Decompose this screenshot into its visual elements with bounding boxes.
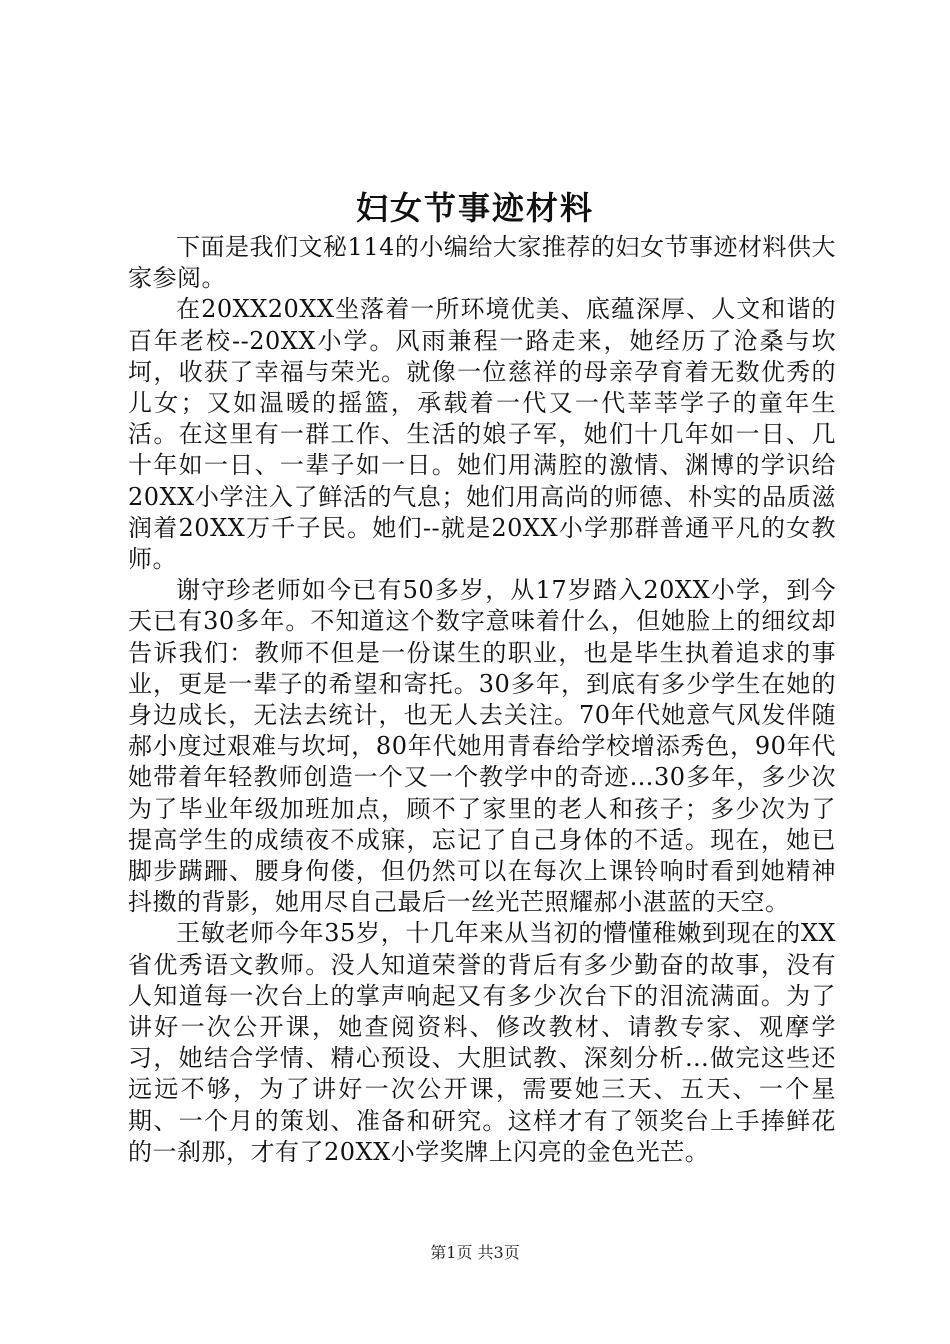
document-title: 妇女节事迹材料: [355, 189, 594, 227]
paragraph-xie-shouzhen: 谢守珍老师如今已有50多岁，从17岁踏入20XX小学，到今天已有30多年。不知道这个数字意味着什么，但她脸上的细纹却告诉我们：教师不但是一份谋生的职业，也是毕生执着追求的事业，更是一辈子的希望和寄托。30多年，到底有多少学生在她的身边成长，无法去统计，也无人去关注。70年代她意气风发伴随郝小度过艰难与坎坷，80年代她用青春给学校增添秀色，90年代她带着年轻教师创造一个又一个教学中的奇迹…30多年，多少次为了毕业年级加班加点，顾不了家里的老人和孩子；多少次为了提高学生的成绩夜不成寐，忘记了自己身体的不适。现在，她已脚步蹒跚、腰身佝偻，但仍然可以在每次上课铃响时看到她精神抖擞的背影，她用尽自己最后一丝光芒照耀郝小湛蓝的天空。: [128, 576, 836, 917]
paragraph-school: 在20XX20XX坐落着一所环境优美、底蕴深厚、人文和谐的百年老校--20XX小学。风雨兼程一路走来，她经历了沧桑与坎坷，收获了幸福与荣光。就像一位慈祥的母亲孕育着无数优秀的儿女；又如温暖的摇篮，承载着一代又一代莘莘学子的童年生活。在这里有一群工作、生活的娘子军，她们十几年如一日、几十年如一日、一辈子如一日。她们用满腔的激情、渊博的学识给20XX小学注入了鲜活的气息；她们用高尚的师德、朴实的品质滋润着20XX万千子民。她们--就是20XX小学那群普通平凡的女教师。: [128, 295, 836, 574]
paragraph-wang-min: 王敏老师今年35岁，十几年来从当初的懵懂稚嫩到现在的XX省优秀语文教师。没人知道荣誉的背后有多少勤奋的故事，没有人知道每一次台上的掌声响起又有多少次台下的泪流满面。为了讲好一次公开课，她查阅资料、修改教材、请教专家、观摩学习，她结合学情、精心预设、大胆试教、深刻分析…做完这些还远远不够，为了讲好一次公开课，需要她三天、五天、一个星期、一个月的策划、准备和研究。这样才有了领奖台上手捧鲜花的一刹那，才有了20XX小学奖牌上闪亮的金色光芒。: [128, 919, 836, 1166]
document-body: [128, 232, 836, 1168]
paragraph-intro: 下面是我们文秘114的小编给大家推荐的妇女节事迹材料供大家参阅。: [128, 233, 836, 293]
page-number: 第1页 共3页: [430, 1243, 520, 1262]
